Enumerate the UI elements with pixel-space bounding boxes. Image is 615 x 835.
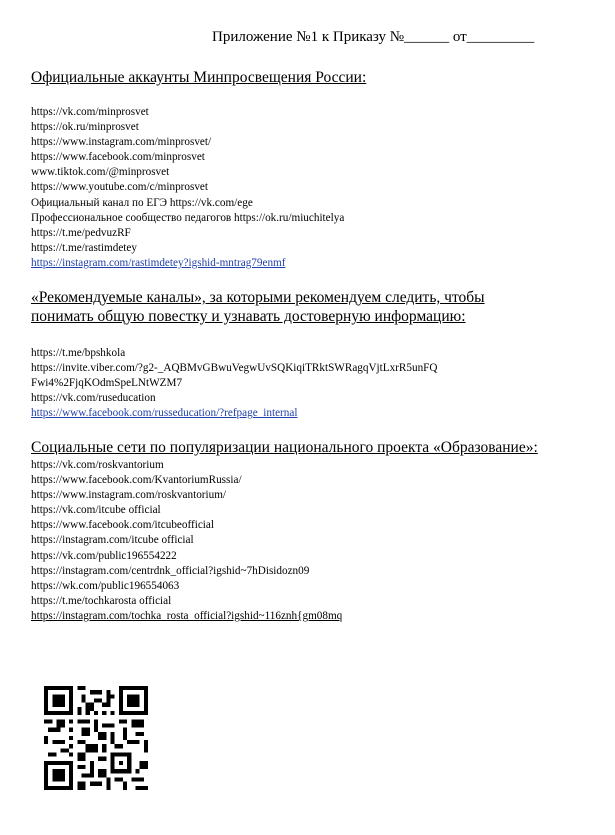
list-item: https://vk.com/ruseducation bbox=[31, 392, 156, 405]
list-item: https://www.instagram.com/roskvantorium/ bbox=[31, 489, 227, 502]
list-item: https://ok.ru/minprosvet bbox=[31, 121, 139, 134]
list-item: https://t.me/tochkarosta official bbox=[31, 594, 172, 607]
list-item: www.tiktok.com/@minprosvet bbox=[31, 166, 170, 179]
list-item: https://vk.com/roskvantorium bbox=[31, 459, 164, 471]
list-item: https://t.me/bpshkola bbox=[31, 347, 126, 359]
list-item: https://vk.com/itcube official bbox=[31, 504, 161, 517]
list-item: https://www.facebook.com/minprosvet bbox=[31, 151, 205, 164]
list-item: https://vk.com/public196554222 bbox=[31, 549, 177, 562]
section-heading-national-project: Социальные сети по популяризации национального проекта «Образование»: bbox=[31, 439, 538, 456]
list-item: Профессиональное сообщество педагогов https://ok.ru/miuchitelya bbox=[31, 211, 345, 224]
hyperlink[interactable]: https://www.facebook.com/russeducation/?refpage_internal bbox=[31, 407, 298, 420]
section-heading-official-accounts: Официальные аккаунты Минпросвещения России: bbox=[31, 69, 367, 86]
list-item: https://instagram.com/tochka_rosta_official?igshid~116znh{gm08mq bbox=[31, 609, 343, 622]
list-item: https://instagram.com/itcube official bbox=[31, 534, 194, 547]
list-item: https://t.me/pedvuzRF bbox=[31, 226, 131, 239]
list-item: https://www.instagram.com/minprosvet/ bbox=[31, 136, 212, 149]
list-item: https://www.facebook.com/itcubeofficial bbox=[31, 519, 214, 532]
list-item: https://instagram.com/centrdnk_official?igshid~7hDisidozn09 bbox=[31, 564, 310, 577]
list-item: https://wk.com/public196554063 bbox=[31, 579, 180, 592]
national-project-list bbox=[31, 458, 342, 624]
official-accounts-list bbox=[31, 105, 344, 271]
section-heading-recommended-channels-line1: «Рекомендуемые каналы», за которыми рекомендуем следить, чтобы bbox=[31, 289, 485, 306]
list-item: https://www.facebook.com/KvantoriumRussia/ bbox=[31, 474, 242, 487]
recommended-channels-list bbox=[31, 346, 437, 421]
hyperlink[interactable]: https://instagram.com/rastimdetey?igshid-mntrag79enmf bbox=[31, 256, 286, 269]
list-item: https://www.youtube.com/c/minprosvet bbox=[31, 181, 209, 194]
document-header: Приложение №1 к Приказу №______ от_________ bbox=[212, 29, 535, 45]
list-item: https://t.me/rastimdetey bbox=[31, 241, 137, 254]
section-heading-recommended-channels-line2: понимать общую повестку и узнавать достоверную информацию: bbox=[31, 308, 466, 325]
list-item: Fwi4%2FjqKOdmSpeLNtWZM7 bbox=[31, 377, 183, 390]
list-item: https://vk.com/minprosvet bbox=[31, 106, 149, 118]
list-item: Официальный канал по ЕГЭ https://vk.com/ege bbox=[31, 196, 253, 209]
qr-code bbox=[44, 686, 148, 790]
list-item: https://invite.viber.com/?g2-_AQBMvGBwuVegwUvSQKiqiTRktSWRagqVjtLxrR5unFQ bbox=[31, 362, 438, 375]
